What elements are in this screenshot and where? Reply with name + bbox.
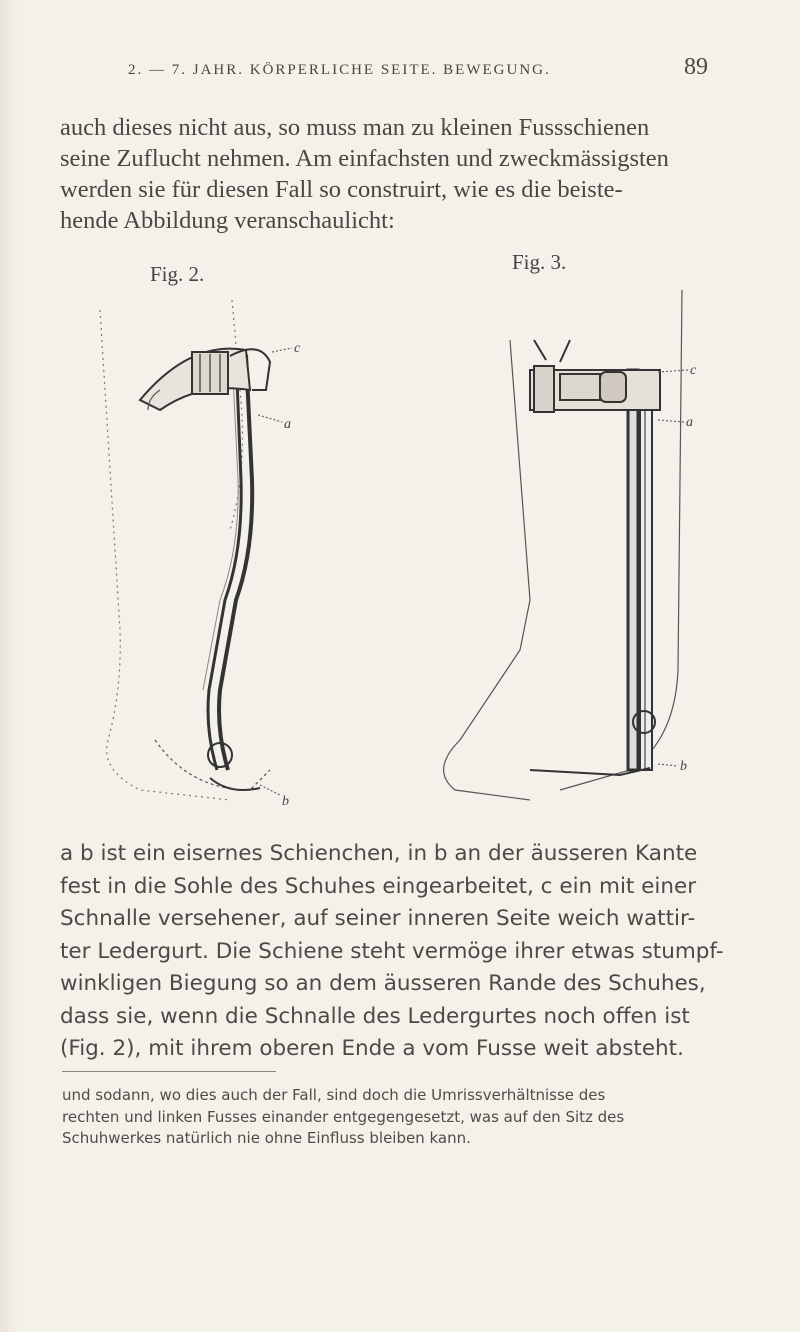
caption-line: (Fig. 2), mit ihrem oberen Ende a vom Fusse weit absteht. — [60, 1036, 684, 1061]
caption-line: ter Ledergurt. Die Schiene steht vermöge ihrer etwas stumpf- — [60, 938, 724, 964]
caption-line: a b ist ein eisernes Schienchen, in b an der äusseren Kante — [60, 841, 698, 866]
page-number: 89 — [684, 54, 708, 80]
intro-paragraph — [60, 112, 710, 236]
fig2-letter-b: b — [282, 794, 289, 809]
footnote-line: Schuhwerkes natürlich nie ohne Einfluss bleiben kann. — [62, 1129, 471, 1147]
paragraph-line: auch dieses nicht aus, so muss man zu kleinen Fussschienen — [60, 114, 650, 141]
caption-line: dass sie, wenn die Schnalle des Ledergurtes noch offen ist — [60, 1003, 690, 1029]
running-head — [128, 54, 708, 84]
fig3-drawing — [444, 290, 688, 800]
caption-line: fest in die Sohle des Schuhes eingearbeitet, c ein mit einer — [60, 873, 697, 899]
figure-caption — [60, 838, 724, 1066]
fig2-letter-a: a — [284, 417, 291, 432]
fig2-drawing — [100, 300, 292, 800]
page-gutter — [0, 0, 20, 1332]
caption-line: Schnalle versehener, auf seiner inneren Seite weich wattir- — [60, 906, 696, 931]
fig3-letter-b: b — [680, 759, 687, 774]
footnote-rule — [62, 1071, 276, 1072]
paragraph-line: seine Zuflucht nehmen. Am einfachsten und zweckmässigsten — [60, 145, 669, 172]
figures-illustration — [60, 270, 720, 820]
running-title: 2. — 7. JAHR. KÖRPERLICHE SEITE. BEWEGUNG. — [128, 62, 551, 78]
fig3-letter-a: a — [686, 415, 693, 430]
footnote-line: rechten und linken Fusses einander entgegengesetzt, was auf den Sitz des — [62, 1107, 625, 1126]
fig2-letter-c: c — [294, 341, 301, 356]
fig3-letter-c: c — [690, 363, 697, 378]
paragraph-line: werden sie für diesen Fall so construirt, wie es die beiste- — [60, 176, 623, 203]
fig3-label: Fig. 3. — [512, 250, 567, 274]
caption-line: winkligen Biegung so an dem äusseren Rande des Schuhes, — [60, 971, 706, 996]
footnote — [62, 1085, 742, 1150]
footnote-line: und sodann, wo dies auch der Fall, sind doch die Umrissverhältnisse des — [62, 1086, 606, 1104]
paragraph-line: hende Abbildung veranschaulicht: — [60, 207, 395, 234]
fig2-label: Fig. 2. — [150, 262, 205, 286]
